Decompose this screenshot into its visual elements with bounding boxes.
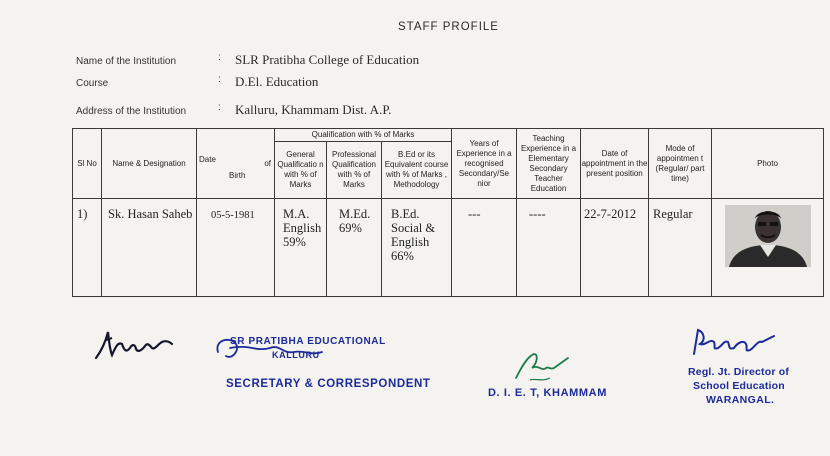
course-label: Course bbox=[76, 78, 109, 89]
header-professional-qualification: Professional Qualification with % of Marks bbox=[327, 142, 382, 199]
staff-photo bbox=[725, 205, 811, 267]
secretary-stamp-line2: KALLURU bbox=[272, 350, 320, 360]
institution-name-label: Name of the Institution bbox=[76, 56, 177, 67]
header-date-of-birth bbox=[197, 129, 275, 199]
cell-bed-equivalent: B.Ed. Social & English 66% bbox=[382, 199, 452, 297]
cell-sl-no: 1) bbox=[73, 199, 102, 297]
cell-date-appointment: 22-7-2012 bbox=[581, 199, 649, 297]
institution-address-label: Address of the Institution bbox=[76, 106, 187, 117]
staff-table bbox=[72, 128, 824, 297]
handwritten-signature-left bbox=[92, 322, 182, 364]
header-teaching-experience: Teaching Experience in a Elementary Secondary Teacher Education bbox=[517, 129, 581, 199]
cell-professional-qualification: M.Ed. 69% bbox=[327, 199, 382, 297]
colon: : bbox=[218, 52, 221, 63]
colon: : bbox=[218, 74, 221, 85]
dob-header-date: Date bbox=[199, 154, 216, 164]
header-qualification-group: Qualification with % of Marks bbox=[275, 129, 452, 142]
colon: : bbox=[218, 102, 221, 113]
header-date-appointment: Date of appointment in the present position bbox=[581, 129, 649, 199]
institution-name-value: SLR Pratibha College of Education bbox=[235, 52, 420, 67]
page-title: STAFF PROFILE bbox=[398, 21, 499, 33]
header-years-experience: Years of Experience in a recognised Secondary/Se nior bbox=[452, 129, 517, 199]
secretary-stamp-line1: SR PRATIBHA EDUCATIONAL bbox=[230, 336, 386, 347]
person-photo-icon bbox=[725, 205, 811, 267]
secretary-signature-scribble bbox=[210, 330, 360, 370]
regional-director-line1: Regl. Jt. Director of bbox=[688, 366, 790, 378]
secretary-title: SECRETARY & CORRESPONDENT bbox=[226, 378, 431, 390]
institution-address-row bbox=[76, 102, 676, 120]
diet-stamp-title: D. I. E. T, KHAMMAM bbox=[488, 387, 607, 399]
regional-director-signature bbox=[688, 324, 788, 364]
dob-header-birth: Birth bbox=[229, 170, 246, 180]
header-mode-appointment: Mode of appointmen t (Regular/ part time) bbox=[649, 129, 712, 199]
diet-signature bbox=[508, 348, 578, 388]
header-bed-equivalent: B.Ed or its Equivalent course with % of Marks , Methodology bbox=[382, 142, 452, 199]
cell-teaching-experience: ---- bbox=[517, 199, 581, 297]
course-row bbox=[76, 74, 676, 92]
header-general-qualification: General Qualificatio n with % of Marks bbox=[275, 142, 327, 199]
cell-mode-appointment: Regular bbox=[649, 199, 712, 297]
institution-address-value: Kalluru, Khammam Dist. A.P. bbox=[235, 102, 392, 117]
regional-director-line3: WARANGAL. bbox=[706, 394, 775, 406]
cell-dob: 05-5-1981 bbox=[197, 199, 275, 297]
header-name-designation: Name & Designation bbox=[102, 129, 197, 199]
cell-years-experience: --- bbox=[452, 199, 517, 297]
dob-header-of: of bbox=[264, 158, 271, 168]
regional-director-line2: School Education bbox=[693, 380, 785, 392]
cell-photo bbox=[712, 199, 824, 297]
cell-general-qualification: M.A. English 59% bbox=[275, 199, 327, 297]
header-photo: Photo bbox=[712, 129, 824, 199]
institution-name-row bbox=[76, 52, 676, 70]
cell-name: Sk. Hasan Saheb bbox=[102, 199, 197, 297]
course-value: D.El. Education bbox=[235, 74, 319, 89]
header-sl-no: Sl No bbox=[73, 129, 102, 199]
